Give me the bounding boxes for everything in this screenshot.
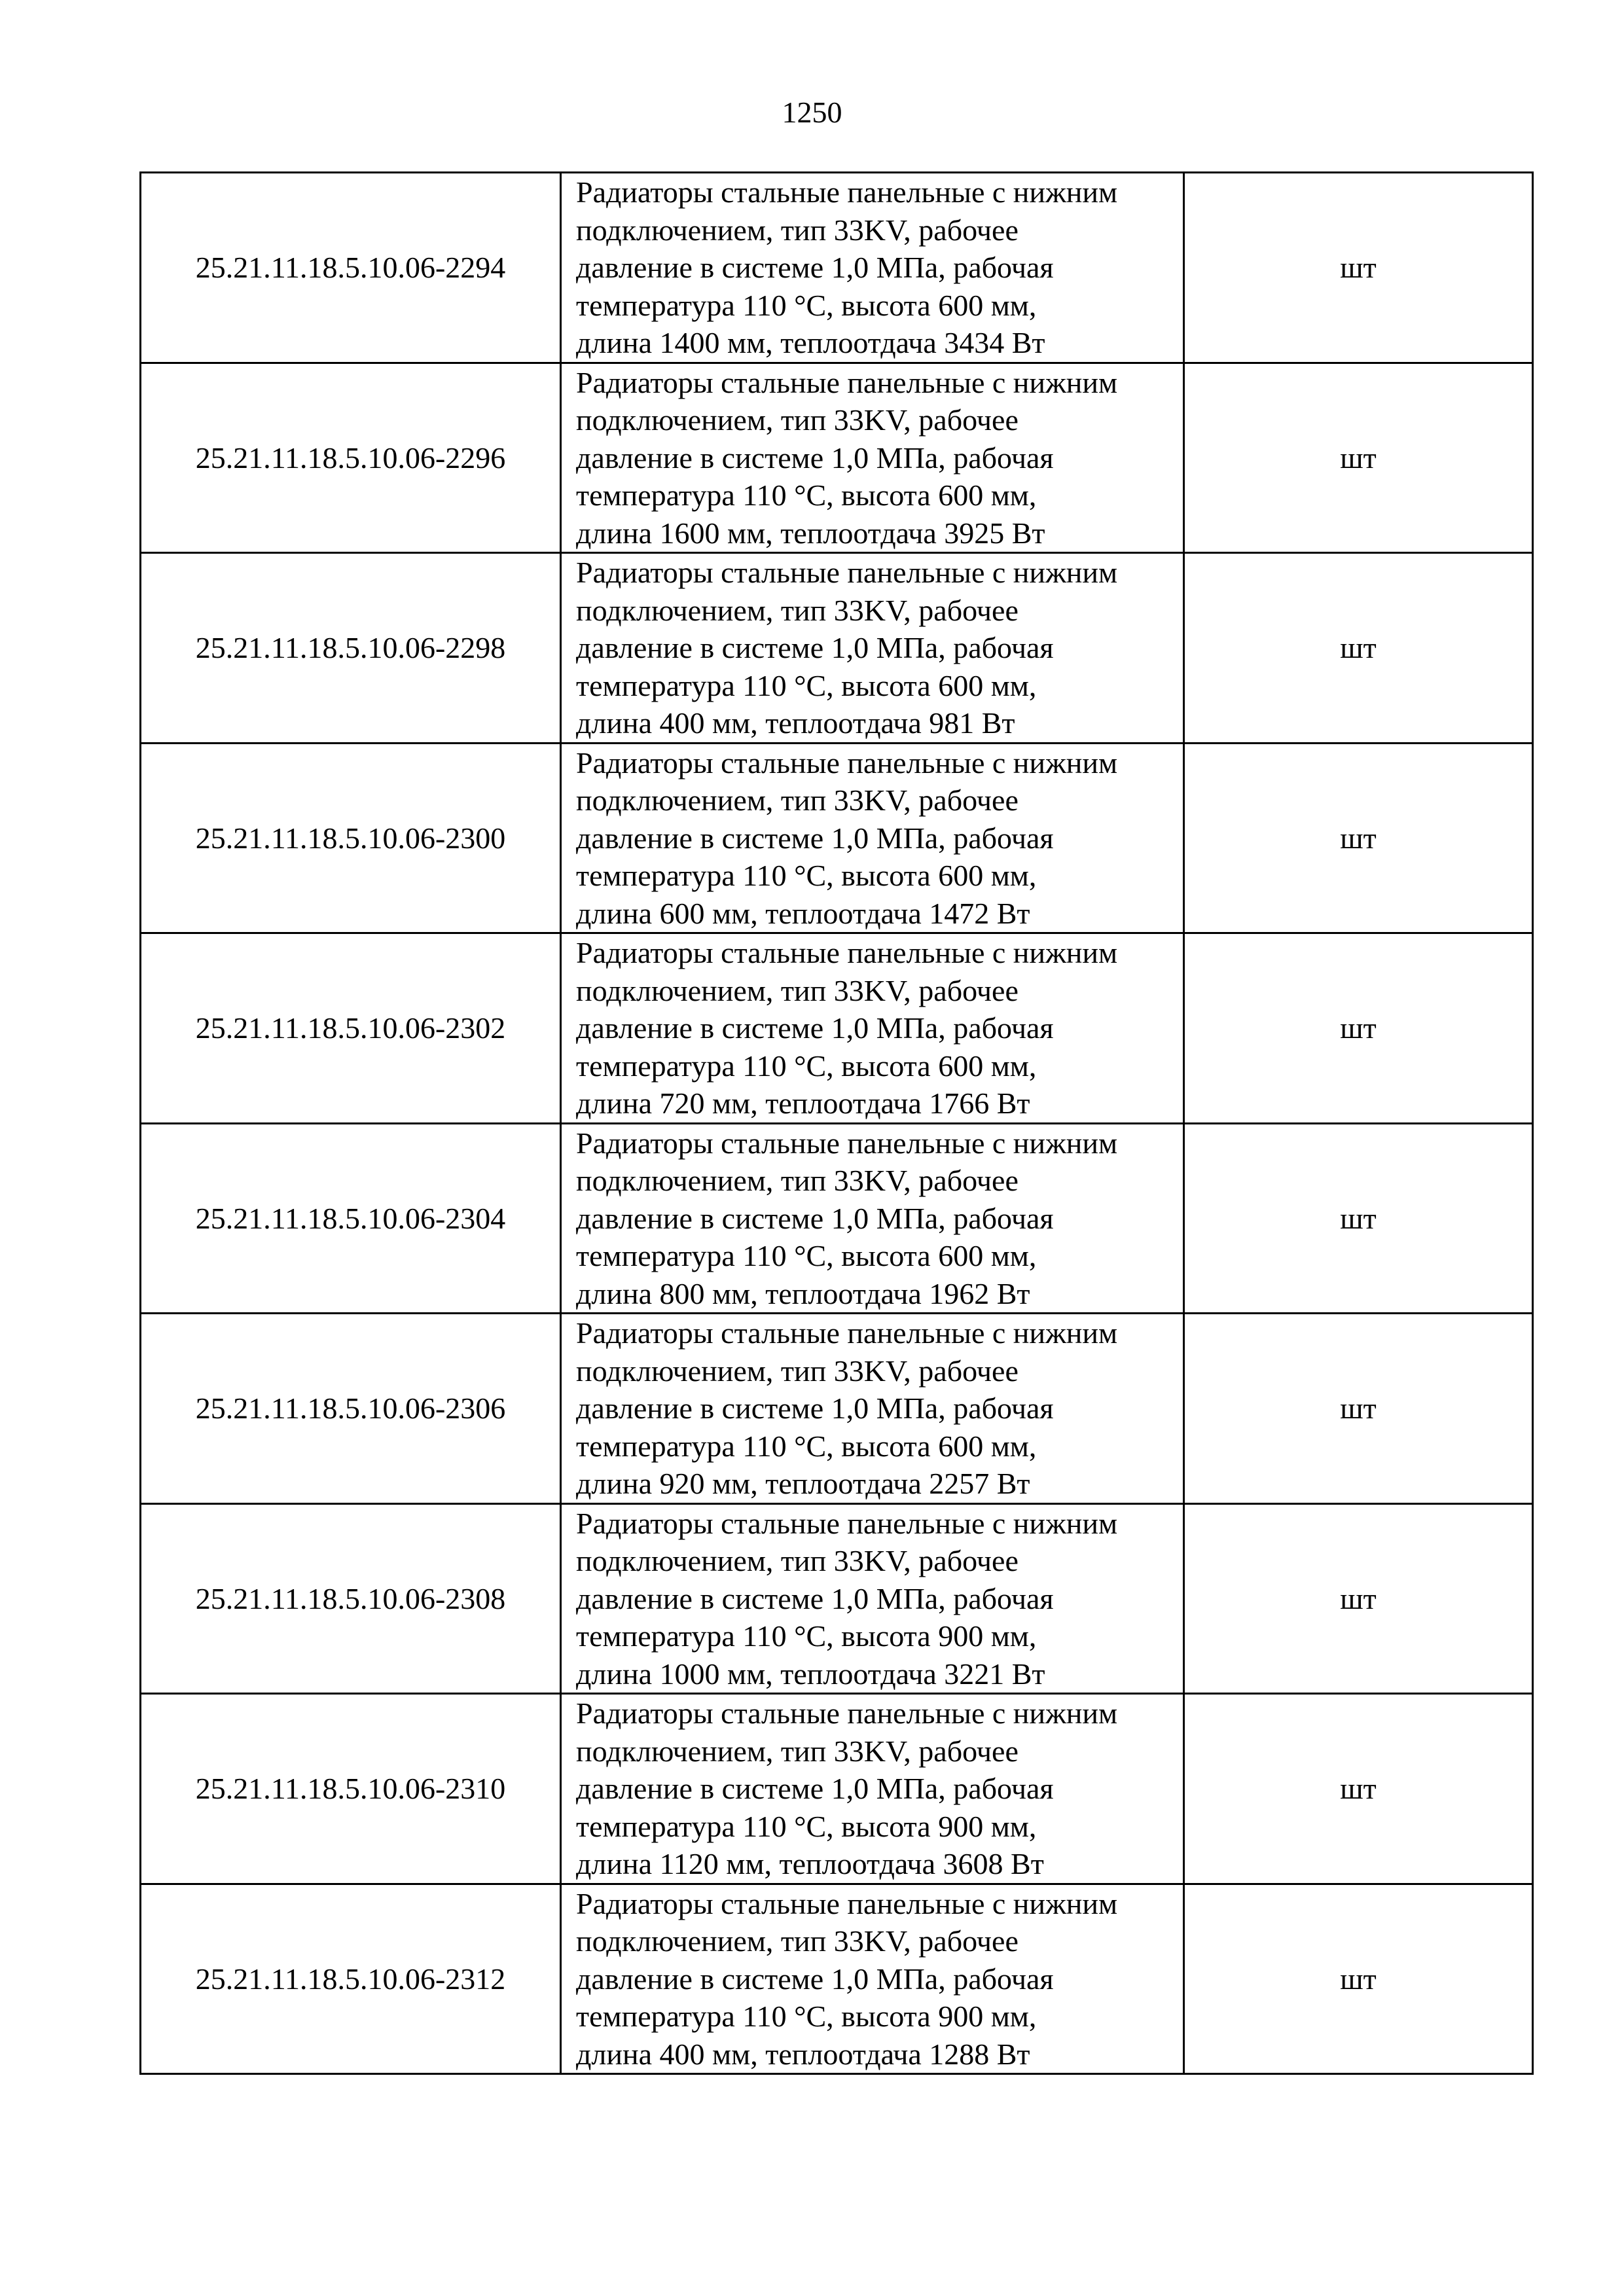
resource-table — [139, 171, 1534, 2075]
description-line: подключением, тип 33KV, рабочее — [576, 973, 1019, 1007]
unit-of-measure: шт — [1184, 553, 1533, 744]
description-line: Радиаторы стальные панельные с нижним — [576, 745, 1118, 780]
description-line: давление в системе 1,0 МПа, рабочая — [576, 1772, 1054, 1805]
description-line: длина 1400 мм, теплоотдача 3434 Вт — [576, 326, 1045, 359]
unit-of-measure: шт — [1184, 173, 1533, 363]
description-line: длина 600 мм, теплоотдача 1472 Вт — [576, 896, 1030, 930]
description-line: температура 110 °С, высота 600 мм, — [576, 288, 1037, 322]
resource-description — [561, 1123, 1184, 1314]
description-line: давление в системе 1,0 МПа, рабочая — [576, 1201, 1054, 1235]
unit-of-measure: шт — [1184, 1314, 1533, 1504]
description-line: температура 110 °С, высота 900 мм, — [576, 2000, 1037, 2033]
resource-code: 25.21.11.18.5.10.06-2298 — [141, 553, 561, 744]
table-row — [141, 1123, 1533, 1314]
description-line: Радиаторы стальные панельные с нижним — [576, 1506, 1118, 1540]
description-line: подключением, тип 33KV, рабочее — [576, 783, 1019, 817]
table-row — [141, 553, 1533, 744]
description-line: температура 110 °С, высота 600 мм, — [576, 1239, 1037, 1272]
table-row — [141, 363, 1533, 553]
description-line: давление в системе 1,0 МПа, рабочая — [576, 1962, 1054, 1996]
unit-of-measure: шт — [1184, 363, 1533, 553]
description-line: подключением, тип 33KV, рабочее — [576, 593, 1019, 627]
unit-of-measure: шт — [1184, 1123, 1533, 1314]
description-line: длина 400 мм, теплоотдача 981 Вт — [576, 706, 1015, 740]
resource-code: 25.21.11.18.5.10.06-2306 — [141, 1314, 561, 1504]
description-line: давление в системе 1,0 МПа, рабочая — [576, 251, 1054, 284]
description-line: длина 1600 мм, теплоотдача 3925 Вт — [576, 516, 1045, 550]
description-line: температура 110 °С, высота 900 мм, — [576, 1809, 1037, 1843]
resource-description — [561, 1503, 1184, 1694]
description-line: подключением, тип 33KV, рабочее — [576, 1544, 1019, 1577]
resource-code: 25.21.11.18.5.10.06-2294 — [141, 173, 561, 363]
description-line: температура 110 °С, высота 600 мм, — [576, 1049, 1037, 1083]
description-line: температура 110 °С, высота 600 мм, — [576, 668, 1037, 702]
resource-table-body — [141, 173, 1533, 2074]
resource-code: 25.21.11.18.5.10.06-2310 — [141, 1694, 561, 1884]
resource-code: 25.21.11.18.5.10.06-2302 — [141, 933, 561, 1124]
description-line: температура 110 °С, высота 600 мм, — [576, 478, 1037, 512]
description-line: давление в системе 1,0 МПа, рабочая — [576, 821, 1054, 855]
table-row — [141, 173, 1533, 363]
description-line: температура 110 °С, высота 600 мм, — [576, 859, 1037, 892]
description-line: длина 1120 мм, теплоотдача 3608 Вт — [576, 1847, 1044, 1880]
resource-description — [561, 173, 1184, 363]
description-line: температура 110 °С, высота 600 мм, — [576, 1429, 1037, 1463]
description-line: давление в системе 1,0 МПа, рабочая — [576, 631, 1054, 664]
description-line: подключением, тип 33KV, рабочее — [576, 403, 1019, 437]
resource-description — [561, 363, 1184, 553]
unit-of-measure: шт — [1184, 1694, 1533, 1884]
table-row — [141, 1314, 1533, 1504]
table-row — [141, 743, 1533, 933]
page-number: 1250 — [782, 96, 842, 129]
description-line: Радиаторы стальные панельные с нижним — [576, 1316, 1118, 1350]
description-line: давление в системе 1,0 МПа, рабочая — [576, 1011, 1054, 1045]
description-line: Радиаторы стальные панельные с нижним — [576, 1696, 1118, 1730]
resource-description — [561, 1884, 1184, 2074]
resource-description — [561, 743, 1184, 933]
resource-code: 25.21.11.18.5.10.06-2308 — [141, 1503, 561, 1694]
description-line: подключением, тип 33KV, рабочее — [576, 1924, 1019, 1958]
description-line: давление в системе 1,0 МПа, рабочая — [576, 1391, 1054, 1425]
description-line: подключением, тип 33KV, рабочее — [576, 1164, 1019, 1197]
description-line: длина 720 мм, теплоотдача 1766 Вт — [576, 1086, 1030, 1120]
unit-of-measure: шт — [1184, 933, 1533, 1124]
description-line: подключением, тип 33KV, рабочее — [576, 1354, 1019, 1388]
description-line: Радиаторы стальные панельные с нижним — [576, 175, 1118, 209]
description-line: давление в системе 1,0 МПа, рабочая — [576, 440, 1054, 475]
table-row — [141, 933, 1533, 1124]
unit-of-measure: шт — [1184, 743, 1533, 933]
description-line: Радиаторы стальные панельные с нижним — [576, 1886, 1118, 1920]
table-row — [141, 1884, 1533, 2074]
description-line: длина 400 мм, теплоотдача 1288 Вт — [576, 2037, 1030, 2071]
description-line: температура 110 °С, высота 900 мм, — [576, 1619, 1037, 1653]
unit-of-measure: шт — [1184, 1503, 1533, 1694]
unit-of-measure: шт — [1184, 1884, 1533, 2074]
resource-description — [561, 1314, 1184, 1504]
resource-code: 25.21.11.18.5.10.06-2312 — [141, 1884, 561, 2074]
description-line: подключением, тип 33KV, рабочее — [576, 213, 1019, 247]
description-line: длина 1000 мм, теплоотдача 3221 Вт — [576, 1657, 1045, 1691]
description-line: подключением, тип 33KV, рабочее — [576, 1734, 1019, 1768]
table-row — [141, 1503, 1533, 1694]
resource-description — [561, 1694, 1184, 1884]
description-line: Радиаторы стальные панельные с нижним — [576, 1126, 1118, 1160]
table-row — [141, 1694, 1533, 1884]
description-line: длина 800 мм, теплоотдача 1962 Вт — [576, 1276, 1030, 1310]
description-line: Радиаторы стальные панельные с нижним — [576, 365, 1118, 399]
description-line: Радиаторы стальные панельные с нижним — [576, 936, 1118, 969]
description-line: Радиаторы стальные панельные с нижним — [576, 556, 1118, 589]
resource-code: 25.21.11.18.5.10.06-2300 — [141, 743, 561, 933]
resource-code: 25.21.11.18.5.10.06-2296 — [141, 363, 561, 553]
resource-code: 25.21.11.18.5.10.06-2304 — [141, 1123, 561, 1314]
resource-description — [561, 553, 1184, 744]
description-line: длина 920 мм, теплоотдача 2257 Вт — [576, 1467, 1030, 1500]
resource-description — [561, 933, 1184, 1124]
description-line: давление в системе 1,0 МПа, рабочая — [576, 1581, 1054, 1615]
